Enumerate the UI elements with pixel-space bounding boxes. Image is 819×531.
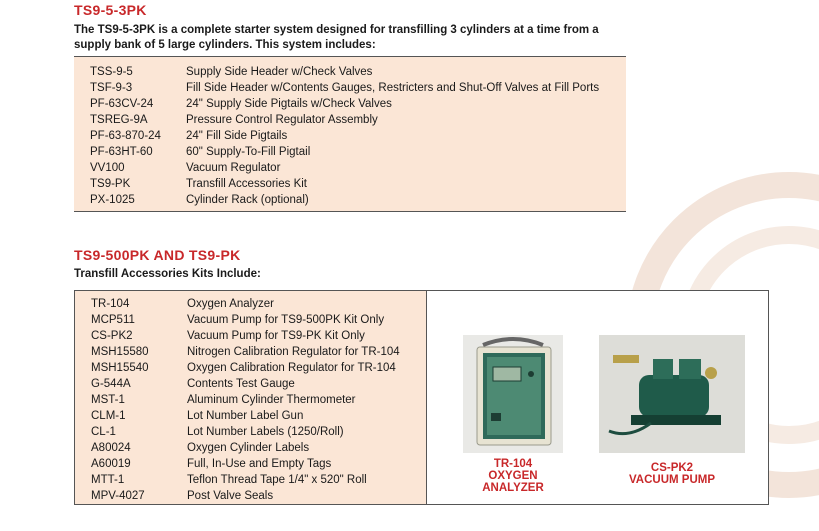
table-row	[75, 488, 404, 504]
item-description: Fill Side Header w/Contents Gauges, Restricters and Shut-Off Valves at Fill Ports	[186, 82, 600, 94]
item-code: PF-63CV-24	[90, 98, 154, 110]
item-description: Aluminum Cylinder Thermometer	[187, 394, 356, 406]
item-code: MSH15540	[91, 362, 149, 374]
item-description: Supply Side Header w/Check Valves	[186, 66, 373, 78]
photo-caption-2-line2: VACUUM PUMP	[628, 474, 716, 486]
section1-intro: The TS9-5-3PK is a complete starter system designed for transfilling 3 cylinders at a time from a supply bank of 5 large cylinders. This system includes:	[74, 24, 599, 51]
item-description: Oxygen Calibration Regulator for TR-104	[187, 362, 396, 374]
table-row	[74, 192, 603, 208]
photo-caption-1-line3: ANALYZER	[482, 482, 544, 494]
item-code: CLM-1	[91, 410, 126, 422]
table-row	[75, 312, 404, 328]
item-description: Oxygen Analyzer	[187, 298, 274, 310]
table-row	[74, 96, 603, 112]
item-code: A60019	[91, 458, 131, 470]
item-code: PF-63-870-24	[90, 130, 161, 142]
item-code: TSREG-9A	[90, 114, 148, 126]
item-code: G-544A	[91, 378, 131, 390]
photo-caption-2-line1: CS-PK2	[650, 462, 694, 474]
item-code: MST-1	[91, 394, 125, 406]
item-description: 60" Supply-To-Fill Pigtail	[186, 146, 311, 158]
table-row	[75, 376, 404, 392]
product-photos-panel	[426, 290, 769, 505]
item-description: Lot Number Labels (1250/Roll)	[187, 426, 344, 438]
table-row	[75, 424, 404, 440]
item-code: MCP511	[91, 314, 135, 326]
item-description: Teflon Thread Tape 1/4" x 520" Roll	[187, 474, 367, 486]
item-code: PF-63HT-60	[90, 146, 153, 158]
section1-title: TS9-5-3PK	[74, 2, 147, 18]
table-row	[74, 176, 603, 192]
item-code: TS9-PK	[90, 178, 131, 190]
photo-caption-1-line1: TR-104	[493, 458, 533, 470]
item-description: Nitrogen Calibration Regulator for TR-104	[187, 346, 400, 358]
table-row	[75, 472, 404, 488]
item-code: PX-1025	[90, 194, 135, 206]
table-row	[75, 392, 404, 408]
photo-caption-1-line2: OXYGEN	[488, 470, 538, 482]
section2-title: TS9-500PK AND TS9-PK	[74, 247, 241, 263]
table-row	[75, 296, 404, 312]
table-row	[74, 128, 603, 144]
item-description: Full, In-Use and Empty Tags	[187, 458, 332, 470]
table-row	[74, 80, 603, 96]
item-code: MPV-4027	[91, 490, 145, 502]
item-code: TSF-9-3	[90, 82, 133, 94]
vacuum-pump-photo	[599, 335, 745, 453]
table-row	[74, 64, 603, 80]
item-code: TSS-9-5	[90, 66, 133, 78]
table-row	[74, 144, 603, 160]
item-description: Vacuum Regulator	[186, 162, 281, 174]
item-code: TR-104	[91, 298, 130, 310]
table-row	[75, 456, 404, 472]
item-code: MTT-1	[91, 474, 125, 486]
oxygen-analyzer-photo	[463, 335, 563, 453]
item-description: Pressure Control Regulator Assembly	[186, 114, 378, 126]
accessories-table	[74, 290, 426, 505]
item-description: 24" Supply Side Pigtails w/Check Valves	[186, 98, 392, 110]
item-code: CL-1	[91, 426, 116, 438]
item-code: A80024	[91, 442, 131, 454]
system-contents-table	[74, 56, 626, 212]
item-description: Contents Test Gauge	[187, 378, 295, 390]
item-code: CS-PK2	[91, 330, 133, 342]
table-row	[75, 328, 404, 344]
table-row	[75, 408, 404, 424]
item-description: Post Valve Seals	[187, 490, 274, 502]
item-description: Oxygen Cylinder Labels	[187, 442, 310, 454]
table-row	[74, 112, 603, 128]
item-code: VV100	[90, 162, 125, 174]
table-row	[75, 440, 404, 456]
item-description: 24" Fill Side Pigtails	[186, 130, 288, 142]
section2-subtitle: Transfill Accessories Kits Include:	[74, 268, 261, 280]
table-row	[74, 160, 603, 176]
item-code: MSH15580	[91, 346, 149, 358]
item-description: Lot Number Label Gun	[187, 410, 304, 422]
table-row	[75, 360, 404, 376]
item-description: Transfill Accessories Kit	[186, 178, 307, 190]
item-description: Vacuum Pump for TS9-500PK Kit Only	[187, 314, 385, 326]
table-row	[75, 344, 404, 360]
item-description: Vacuum Pump for TS9-PK Kit Only	[187, 330, 365, 342]
item-description: Cylinder Rack (optional)	[186, 194, 309, 206]
